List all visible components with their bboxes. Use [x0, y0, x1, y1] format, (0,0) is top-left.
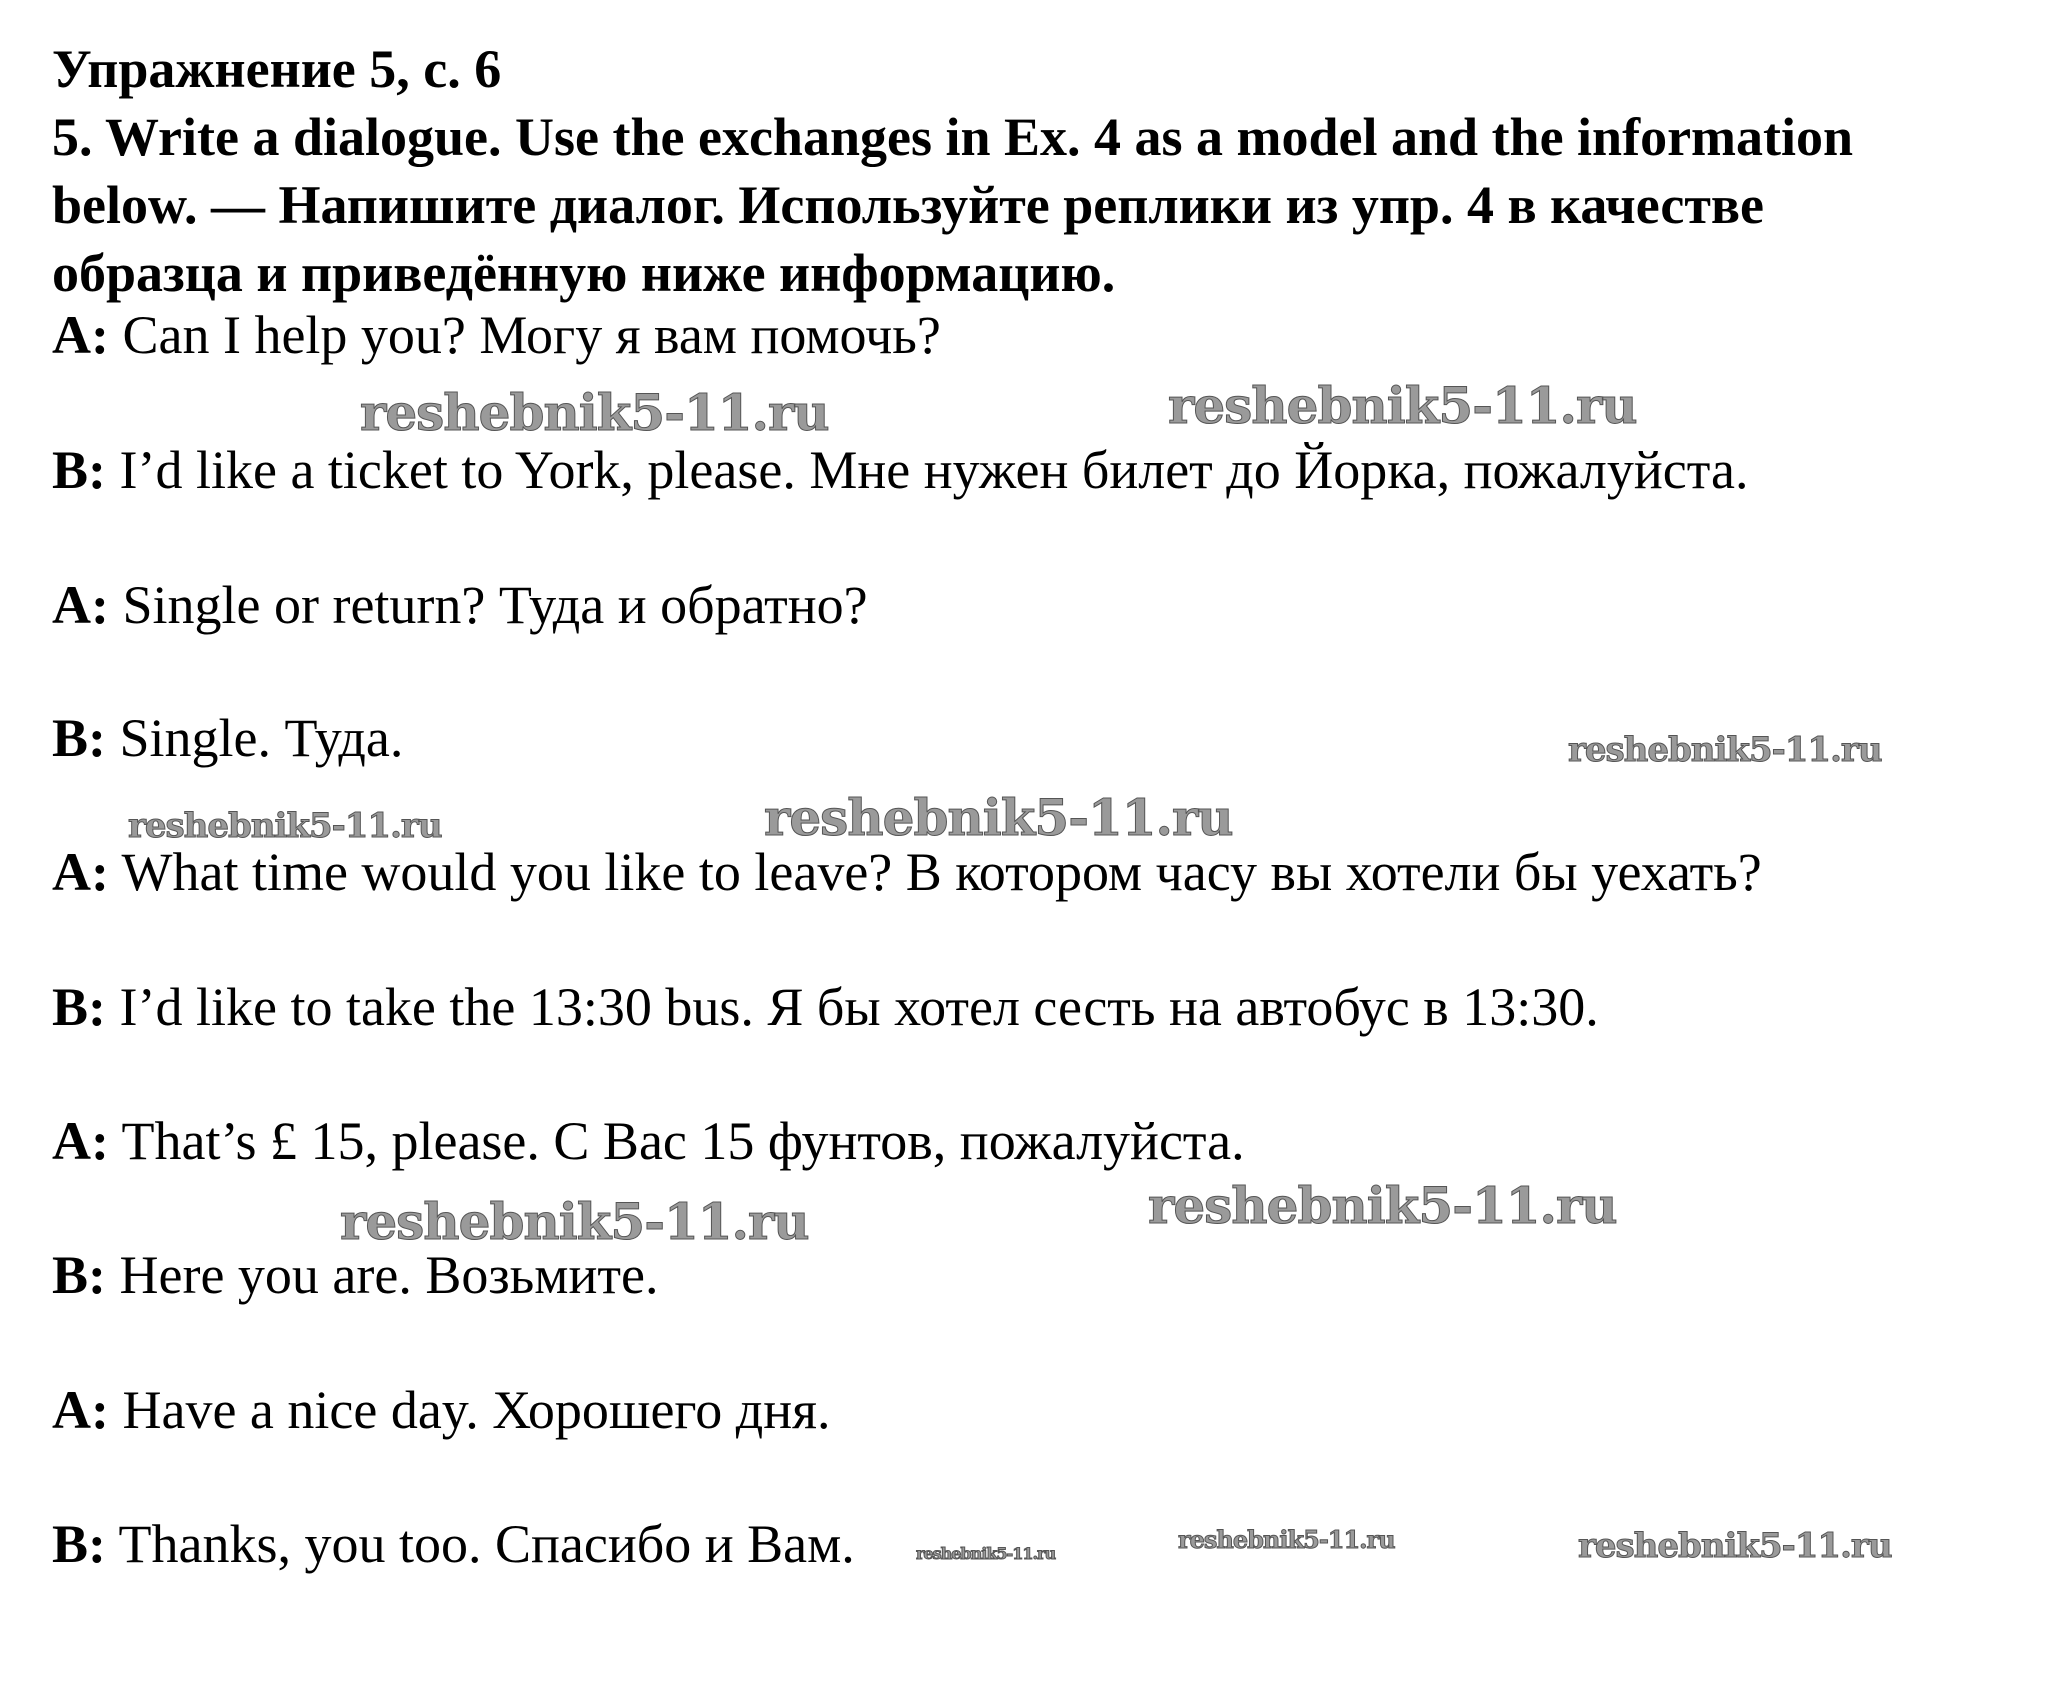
speaker-label: B: [52, 1514, 106, 1574]
task-instruction-line-2: below. — Напишите диалог. Используйте реплики из упр. 4 в качестве [52, 175, 1764, 235]
dialogue-text: Thanks, you too. Спасибо и Вам. [106, 1514, 855, 1574]
speaker-label: A: [52, 1111, 109, 1171]
dialogue-text: I’d like a ticket to York, please. Мне нужен билет до Йорка, пожалуйста. [106, 440, 1749, 500]
dialogue-line-1 [52, 303, 941, 367]
watermark: reshebnik5-11.ru [128, 806, 442, 846]
dialogue-text: Can I help you? Могу я вам помочь? [108, 305, 941, 365]
dialogue-text: What time would you like to leave? В котором часу вы хотели бы уехать? [108, 842, 1762, 902]
speaker-label: B: [52, 440, 106, 500]
dialogue-text: I’d like to take the 13:30 bus. Я бы хотел сесть на автобус в 13:30. [106, 977, 1599, 1037]
dialogue-line-5 [52, 840, 1762, 904]
dialogue-line-10 [52, 1512, 855, 1576]
speaker-label: A: [52, 842, 109, 902]
speaker-label: B: [52, 1245, 106, 1305]
watermark: reshebnik5-11.ru [360, 383, 829, 442]
exercise-title: Упражнение 5, с. 6 [52, 39, 502, 99]
watermark: reshebnik5-11.ru [916, 1544, 1056, 1563]
dialogue-line-4 [52, 706, 403, 770]
speaker-label: A: [52, 1380, 109, 1440]
dialogue-line-9 [52, 1378, 830, 1442]
watermark: reshebnik5-11.ru [764, 788, 1233, 847]
dialogue-line-8 [52, 1243, 658, 1307]
speaker-label: B: [52, 977, 106, 1037]
task-instruction-line-3: образца и приведённую ниже информацию. [52, 243, 1116, 303]
speaker-label: A: [52, 305, 109, 365]
dialogue-text: That’s £ 15, please. С Вас 15 фунтов, пожалуйста. [108, 1111, 1245, 1171]
dialogue-line-3 [52, 573, 868, 637]
watermark: reshebnik5-11.ru [1578, 1526, 1892, 1566]
dialogue-line-2 [52, 438, 1748, 502]
dialogue-text: Here you are. Возьмите. [106, 1245, 659, 1305]
watermark: reshebnik5-11.ru [1568, 730, 1882, 770]
watermark: reshebnik5-11.ru [1178, 1525, 1395, 1554]
watermark: reshebnik5-11.ru [1168, 376, 1637, 435]
dialogue-text: Have a nice day. Хорошего дня. [108, 1380, 831, 1440]
dialogue-text: Single. Туда. [106, 708, 404, 768]
dialogue-text: Single or return? Туда и обратно? [108, 575, 868, 635]
speaker-label: B: [52, 708, 106, 768]
dialogue-line-7 [52, 1109, 1245, 1173]
watermark: reshebnik5-11.ru [340, 1192, 809, 1251]
dialogue-line-6 [52, 975, 1599, 1039]
task-instruction-line-1: 5. Write a dialogue. Use the exchanges in Ex. 4 as a model and the information [52, 107, 1854, 167]
watermark: reshebnik5-11.ru [1148, 1176, 1617, 1235]
speaker-label: A: [52, 575, 109, 635]
